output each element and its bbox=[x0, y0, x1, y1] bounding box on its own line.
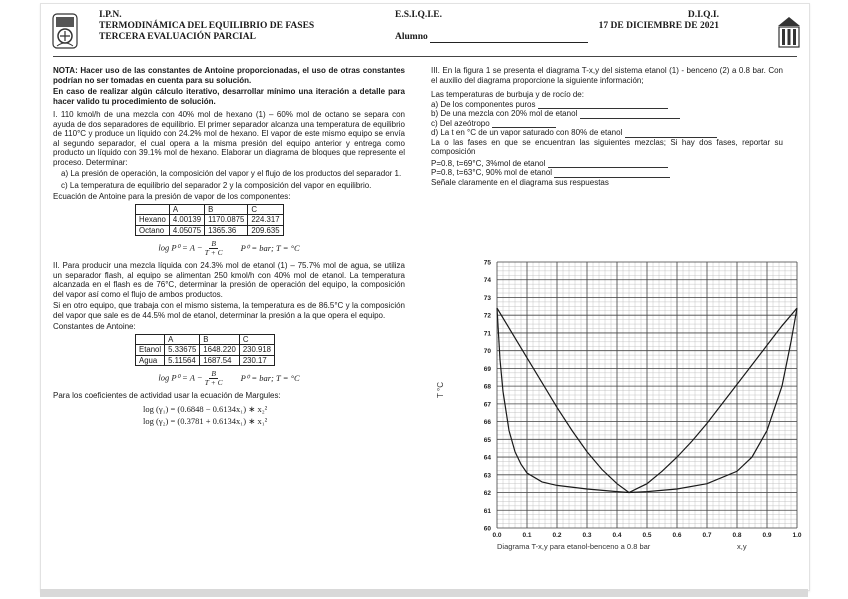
antoine-table-2 bbox=[135, 334, 275, 367]
problem-1-text: I. 110 kmol/h de una mezcla con 40% mol de hexano (1) – 60% mol de octano se separa con ayuda de dos separadores de equilibrio. El primer separador alcanza una temperatura de equilibrio de 110°C y produce un líquido con 24.2% mol de hexano. El vapor de este mismo equipo se envía al segundo separador, el cual opera a la misma presión del equipo anterior y entrega como producto un líquido con 39.1% mol de hexano. Elaborar un diagrama de bloques que represente el proceso. Determinar: bbox=[53, 110, 405, 167]
y-tick-label: 65 bbox=[483, 436, 491, 444]
table-row: Agua 5.11564 1687.54 230.17 bbox=[136, 355, 275, 366]
margules-eq-1: log (γ₁) = (0.6848 − 0.6134x₁) ∗ x₂² bbox=[143, 403, 268, 414]
iteration-note: En caso de realizar algún cálculo iterativo, desarrollar mínimo una iteración a detalle para hacer valido tu procedimiento de solución. bbox=[53, 87, 405, 106]
x-tick-label: 0.1 bbox=[522, 532, 532, 539]
x-tick-label: 0.4 bbox=[612, 532, 622, 539]
antoine-equation-2: log P⁰ = A − $\frac{B}{T + C}$ P⁰ = bar; T = °C bbox=[158, 369, 300, 387]
table-header-row: A B C bbox=[136, 334, 275, 345]
y-tick-label: 69 bbox=[483, 365, 491, 373]
x-tick-label: 0.3 bbox=[582, 532, 592, 539]
answer-d-line[interactable] bbox=[625, 130, 717, 138]
problem-2b-text: Si en otro equipo, que trabaja con el mismo sistema, la temperatura es de 86.5°C y la composición del vapor que sale es de 44.5% mol de etanol, determinar la presión a la que opera el equipo. bbox=[53, 301, 405, 320]
header-date: D.I.Q.I. 17 DE DICIEMBRE DE 2021 bbox=[598, 10, 719, 31]
y-tick-label: 67 bbox=[483, 401, 491, 409]
alumno-label: Alumno bbox=[395, 32, 428, 42]
header-school: E.S.I.Q.I.E. Alumno bbox=[395, 10, 588, 43]
page-shadow-strip bbox=[40, 589, 808, 597]
answer-mixture-1-line[interactable] bbox=[548, 160, 668, 168]
x-tick-label: 0.6 bbox=[672, 532, 682, 539]
margules-title: Para los coeficientes de actividad usar la ecuación de Margules: bbox=[53, 391, 281, 400]
answer-c-line[interactable] bbox=[492, 120, 556, 128]
constants-title: Constantes de Antoine: bbox=[53, 322, 136, 331]
chart-x-ticks bbox=[492, 532, 801, 539]
left-column bbox=[53, 66, 405, 427]
problem-3-text: III. En la figura 1 se presenta el diagrama T-x,y del sistema etanol (1) - benceno (2) a 0.8 bar. Con el auxilio del diagrama proporcione la siguiente información; bbox=[431, 66, 783, 85]
esiqie-logo-icon bbox=[775, 14, 803, 50]
exam-page bbox=[40, 3, 810, 591]
table-row: Hexano 4.00139 1170.0875 224.317 bbox=[136, 215, 284, 226]
table-row: Etanol 5.33675 1648.220 230.918 bbox=[136, 345, 275, 356]
chart-x-label: x,y bbox=[737, 542, 747, 551]
right-column bbox=[431, 66, 783, 187]
x-tick-label: 0.9 bbox=[762, 532, 772, 539]
x-tick-label: 0.5 bbox=[642, 532, 652, 539]
y-tick-label: 75 bbox=[483, 259, 491, 267]
chart-y-ticks bbox=[484, 260, 492, 533]
question-c: c) Del azeótropo bbox=[431, 119, 783, 129]
exam-header bbox=[41, 10, 809, 58]
problem-2-text: II. Para producir una mezcla líquida con 24.3% mol de etanol (1) – 75.7% mol de agua, se utiliza un separador flash, al equipo se alimentan 250 kmol/h con 40% mol de etanol. La temperatura alcanzada en el flash es de 76°C, determinar la presión de operación del equipo, la composición del vapor así como el flujo de ambos productos. bbox=[53, 261, 405, 299]
question-b: b) De una mezcla con 20% mol de etanol bbox=[431, 109, 783, 119]
y-tick-label: 62 bbox=[483, 490, 491, 498]
margules-eq-2: log (γ₂) = (0.3781 + 0.6134x₁) ∗ x₁² bbox=[143, 415, 268, 426]
antoine-title: Ecuación de Antoine para la presión de vapor de los componentes: bbox=[53, 192, 291, 201]
answer-b-line[interactable] bbox=[580, 111, 680, 119]
y-tick-label: 71 bbox=[483, 330, 491, 338]
y-tick-label: 70 bbox=[483, 348, 491, 356]
x-tick-label: 0.2 bbox=[552, 532, 562, 539]
txy-chart-svg bbox=[431, 252, 803, 552]
x-tick-label: 0.8 bbox=[732, 532, 742, 539]
y-tick-label: 64 bbox=[483, 454, 491, 462]
mixture-1: P=0.8, t=69°C, 3%mol de etanol bbox=[431, 159, 783, 169]
alumno-field[interactable] bbox=[430, 33, 588, 43]
y-tick-label: 60 bbox=[483, 525, 491, 533]
table-row: Octano 4.05075 1365.36 209.635 bbox=[136, 225, 284, 236]
y-tick-label: 61 bbox=[483, 507, 491, 515]
x-tick-label: 0.0 bbox=[492, 532, 502, 539]
y-tick-label: 63 bbox=[483, 472, 491, 480]
antoine-table-1 bbox=[135, 204, 284, 237]
table-header-row: A B C bbox=[136, 204, 284, 215]
x-tick-label: 0.7 bbox=[702, 532, 712, 539]
ipn-logo-icon bbox=[51, 12, 79, 50]
x-tick-label: 1.0 bbox=[792, 532, 802, 539]
header-divider bbox=[53, 56, 797, 57]
y-tick-label: 66 bbox=[483, 419, 491, 427]
y-tick-label: 68 bbox=[483, 383, 491, 391]
mixture-2: P=0.8, t=63°C, 90% mol de etanol bbox=[431, 168, 783, 178]
chart-y-label: T °C bbox=[436, 382, 445, 398]
y-tick-label: 72 bbox=[483, 312, 491, 320]
antoine-equation-1: log P⁰ = A − $\frac{B}{T + C}$ P⁰ = bar; T = °C bbox=[158, 239, 300, 257]
answer-a-line[interactable] bbox=[538, 101, 668, 109]
header-institution: I.P.N. TERMODINÁMICA DEL EQUILIBRIO DE FASES TERCERA EVALUACIÓN PARCIAL bbox=[99, 10, 315, 42]
y-tick-label: 74 bbox=[483, 277, 491, 285]
chart-caption: Diagrama T-x,y para etanol-benceno a 0.8 bar bbox=[497, 542, 651, 551]
txy-chart bbox=[431, 252, 803, 552]
diagram-instruction: Señale claramente en el diagrama sus respuestas bbox=[431, 177, 609, 187]
phases-question: La o las fases en que se encuentran las siguientes mezclas; Si hay dos fases, reportar su composición bbox=[431, 137, 783, 156]
question-d: d) La t en °C de un vapor saturado con 80% de etanol bbox=[431, 128, 783, 138]
problem-1c: c) La temperatura de equilibrio del separador 2 y la composición del vapor en equilibrio. bbox=[61, 180, 372, 190]
question-a: a) De los componentes puros bbox=[431, 100, 783, 110]
questions-intro: Las temperaturas de burbuja y de rocío de: bbox=[431, 90, 584, 99]
nota-text: NOTA: Hacer uso de las constantes de Antoine proporcionadas, el uso de otras constantes podrían no ser tomadas en cuenta para su solución. bbox=[53, 66, 405, 85]
problem-1a: a) La presión de operación, la composición del vapor y el flujo de los productos del separador 1. bbox=[61, 169, 402, 178]
answer-mixture-2-line[interactable] bbox=[554, 170, 670, 178]
y-tick-label: 73 bbox=[483, 294, 491, 302]
